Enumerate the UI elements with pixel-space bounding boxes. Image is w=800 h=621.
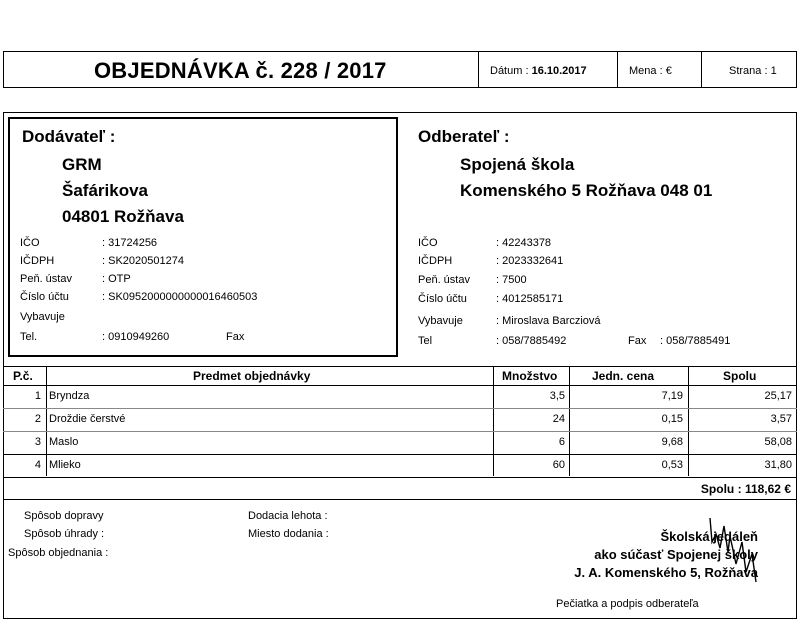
- row-total: 31,80: [764, 459, 792, 471]
- supplier-city: 04801 Rožňava: [62, 207, 184, 226]
- table-row: [3, 386, 797, 408]
- supplier-street: Šafárikova: [62, 181, 148, 200]
- customer-issuer: : Miroslava Barcziová: [496, 315, 601, 327]
- col-header-total: Spolu: [723, 369, 757, 383]
- supplier-phone-label: Tel.: [20, 331, 38, 343]
- customer-name: Spojená škola: [460, 155, 575, 174]
- row-price: 0,53: [661, 459, 683, 471]
- stamp-line-3: J. A. Komenského 5, Rožňava: [574, 565, 758, 580]
- supplier-icdph-label: IČDPH: [20, 255, 55, 267]
- currency-field: [629, 65, 672, 77]
- col-header-price: Jedn. cena: [592, 369, 655, 383]
- currency-label: Mena :: [629, 65, 663, 77]
- customer-ico-label: IČO: [418, 237, 438, 249]
- order-method-label: Spôsob objednania :: [8, 547, 109, 559]
- row-item: Mlieko: [49, 459, 81, 471]
- header-bar: [3, 51, 797, 88]
- customer-heading: Odberateľ :: [418, 127, 510, 146]
- row-qty: 3,5: [549, 390, 565, 402]
- customer-address: Komenského 5 Rožňava 048 01: [460, 181, 713, 200]
- date-label: Dátum :: [490, 65, 529, 77]
- signature-caption: Pečiatka a podpis odberateľa: [556, 598, 699, 610]
- row-total: 25,17: [764, 390, 792, 402]
- items-table: [3, 366, 797, 500]
- sum-value: 118,62 €: [744, 482, 791, 496]
- supplier-ico: : 31724256: [102, 237, 158, 249]
- date-field: [490, 65, 587, 77]
- row-item: Bryndza: [49, 390, 90, 402]
- row-no: 2: [34, 413, 41, 425]
- customer-box: [404, 117, 794, 357]
- header-divider-2: [617, 52, 618, 87]
- sum-label: Spolu :: [700, 482, 742, 496]
- header-divider-1: [478, 52, 479, 87]
- row-no: 1: [34, 390, 41, 402]
- sum-bottom-rule: [3, 499, 797, 500]
- customer-bank-label: Peň. ústav: [418, 274, 470, 286]
- supplier-account-label: Číslo účtu: [20, 291, 69, 303]
- supplier-fax-label: Fax: [226, 331, 245, 343]
- supplier-phone: : 0910949260: [102, 331, 170, 343]
- supplier-box: [8, 117, 398, 357]
- customer-icdph-label: IČDPH: [418, 255, 453, 267]
- page-number-field: [729, 65, 777, 77]
- row-no: 4: [34, 459, 41, 471]
- customer-icdph: : 2023332641: [496, 255, 564, 267]
- customer-account-label: Číslo účtu: [418, 293, 467, 305]
- delivery-term-label: Dodacia lehota :: [248, 510, 328, 522]
- stamp-line-2: ako súčasť Spojenej školy: [594, 547, 758, 562]
- supplier-icdph: : SK2020501274: [102, 255, 184, 267]
- table-top-rule: [3, 366, 797, 367]
- currency-value: €: [665, 65, 672, 77]
- col-header-item: Predmet objednávky: [193, 369, 311, 383]
- customer-ico: : 42243378: [496, 237, 552, 249]
- table-row: [3, 455, 797, 477]
- customer-fax: : 058/7885491: [660, 335, 731, 347]
- supplier-account: : SK0952000000000016460503: [102, 291, 258, 303]
- page-value: 1: [770, 65, 777, 77]
- sum-top-rule: [3, 477, 797, 478]
- page-title: OBJEDNÁVKA č. 228 / 2017: [94, 58, 387, 83]
- supplier-ico-label: IČO: [20, 237, 40, 249]
- supplier-heading: Dodávateľ :: [22, 127, 116, 146]
- row-total: 3,57: [770, 413, 792, 425]
- row-price: 7,19: [661, 390, 683, 402]
- table-row: [3, 432, 797, 454]
- row-item: Maslo: [49, 436, 79, 448]
- row-qty: 60: [552, 459, 565, 471]
- delivery-place-label: Miesto dodania :: [248, 528, 329, 540]
- header-divider-3: [701, 52, 702, 87]
- supplier-issuer-label: Vybavuje: [20, 311, 65, 323]
- table-row: [3, 409, 797, 431]
- supplier-bank: : OTP: [102, 273, 131, 285]
- supplier-bank-label: Peň. ústav: [20, 273, 72, 285]
- row-qty: 24: [552, 413, 565, 425]
- signature: [700, 512, 770, 592]
- customer-phone: : 058/7885492: [496, 335, 567, 347]
- customer-fax-label: Fax: [628, 335, 647, 347]
- stamp-line-1: Školská jedáleň: [660, 529, 758, 544]
- payment-label: Spôsob úhrady :: [24, 528, 105, 540]
- row-total: 58,08: [764, 436, 792, 448]
- col-header-no: P.č.: [13, 369, 33, 383]
- customer-bank: : 7500: [496, 274, 527, 286]
- row-price: 0,15: [661, 413, 683, 425]
- transport-label: Spôsob dopravy: [24, 510, 104, 522]
- row-item: Droždie čerstvé: [49, 413, 126, 425]
- row-price: 9,68: [661, 436, 683, 448]
- supplier-name: GRM: [62, 155, 102, 174]
- customer-account: : 4012585171: [496, 293, 564, 305]
- row-qty: 6: [558, 436, 565, 448]
- customer-phone-label: Tel: [418, 335, 433, 347]
- row-no: 3: [34, 436, 41, 448]
- date-value: 16.10.2017: [531, 65, 587, 77]
- customer-issuer-label: Vybavuje: [418, 315, 463, 327]
- sum-field: [603, 482, 791, 496]
- page-label: Strana :: [729, 65, 768, 77]
- col-header-qty: Množstvo: [502, 369, 558, 383]
